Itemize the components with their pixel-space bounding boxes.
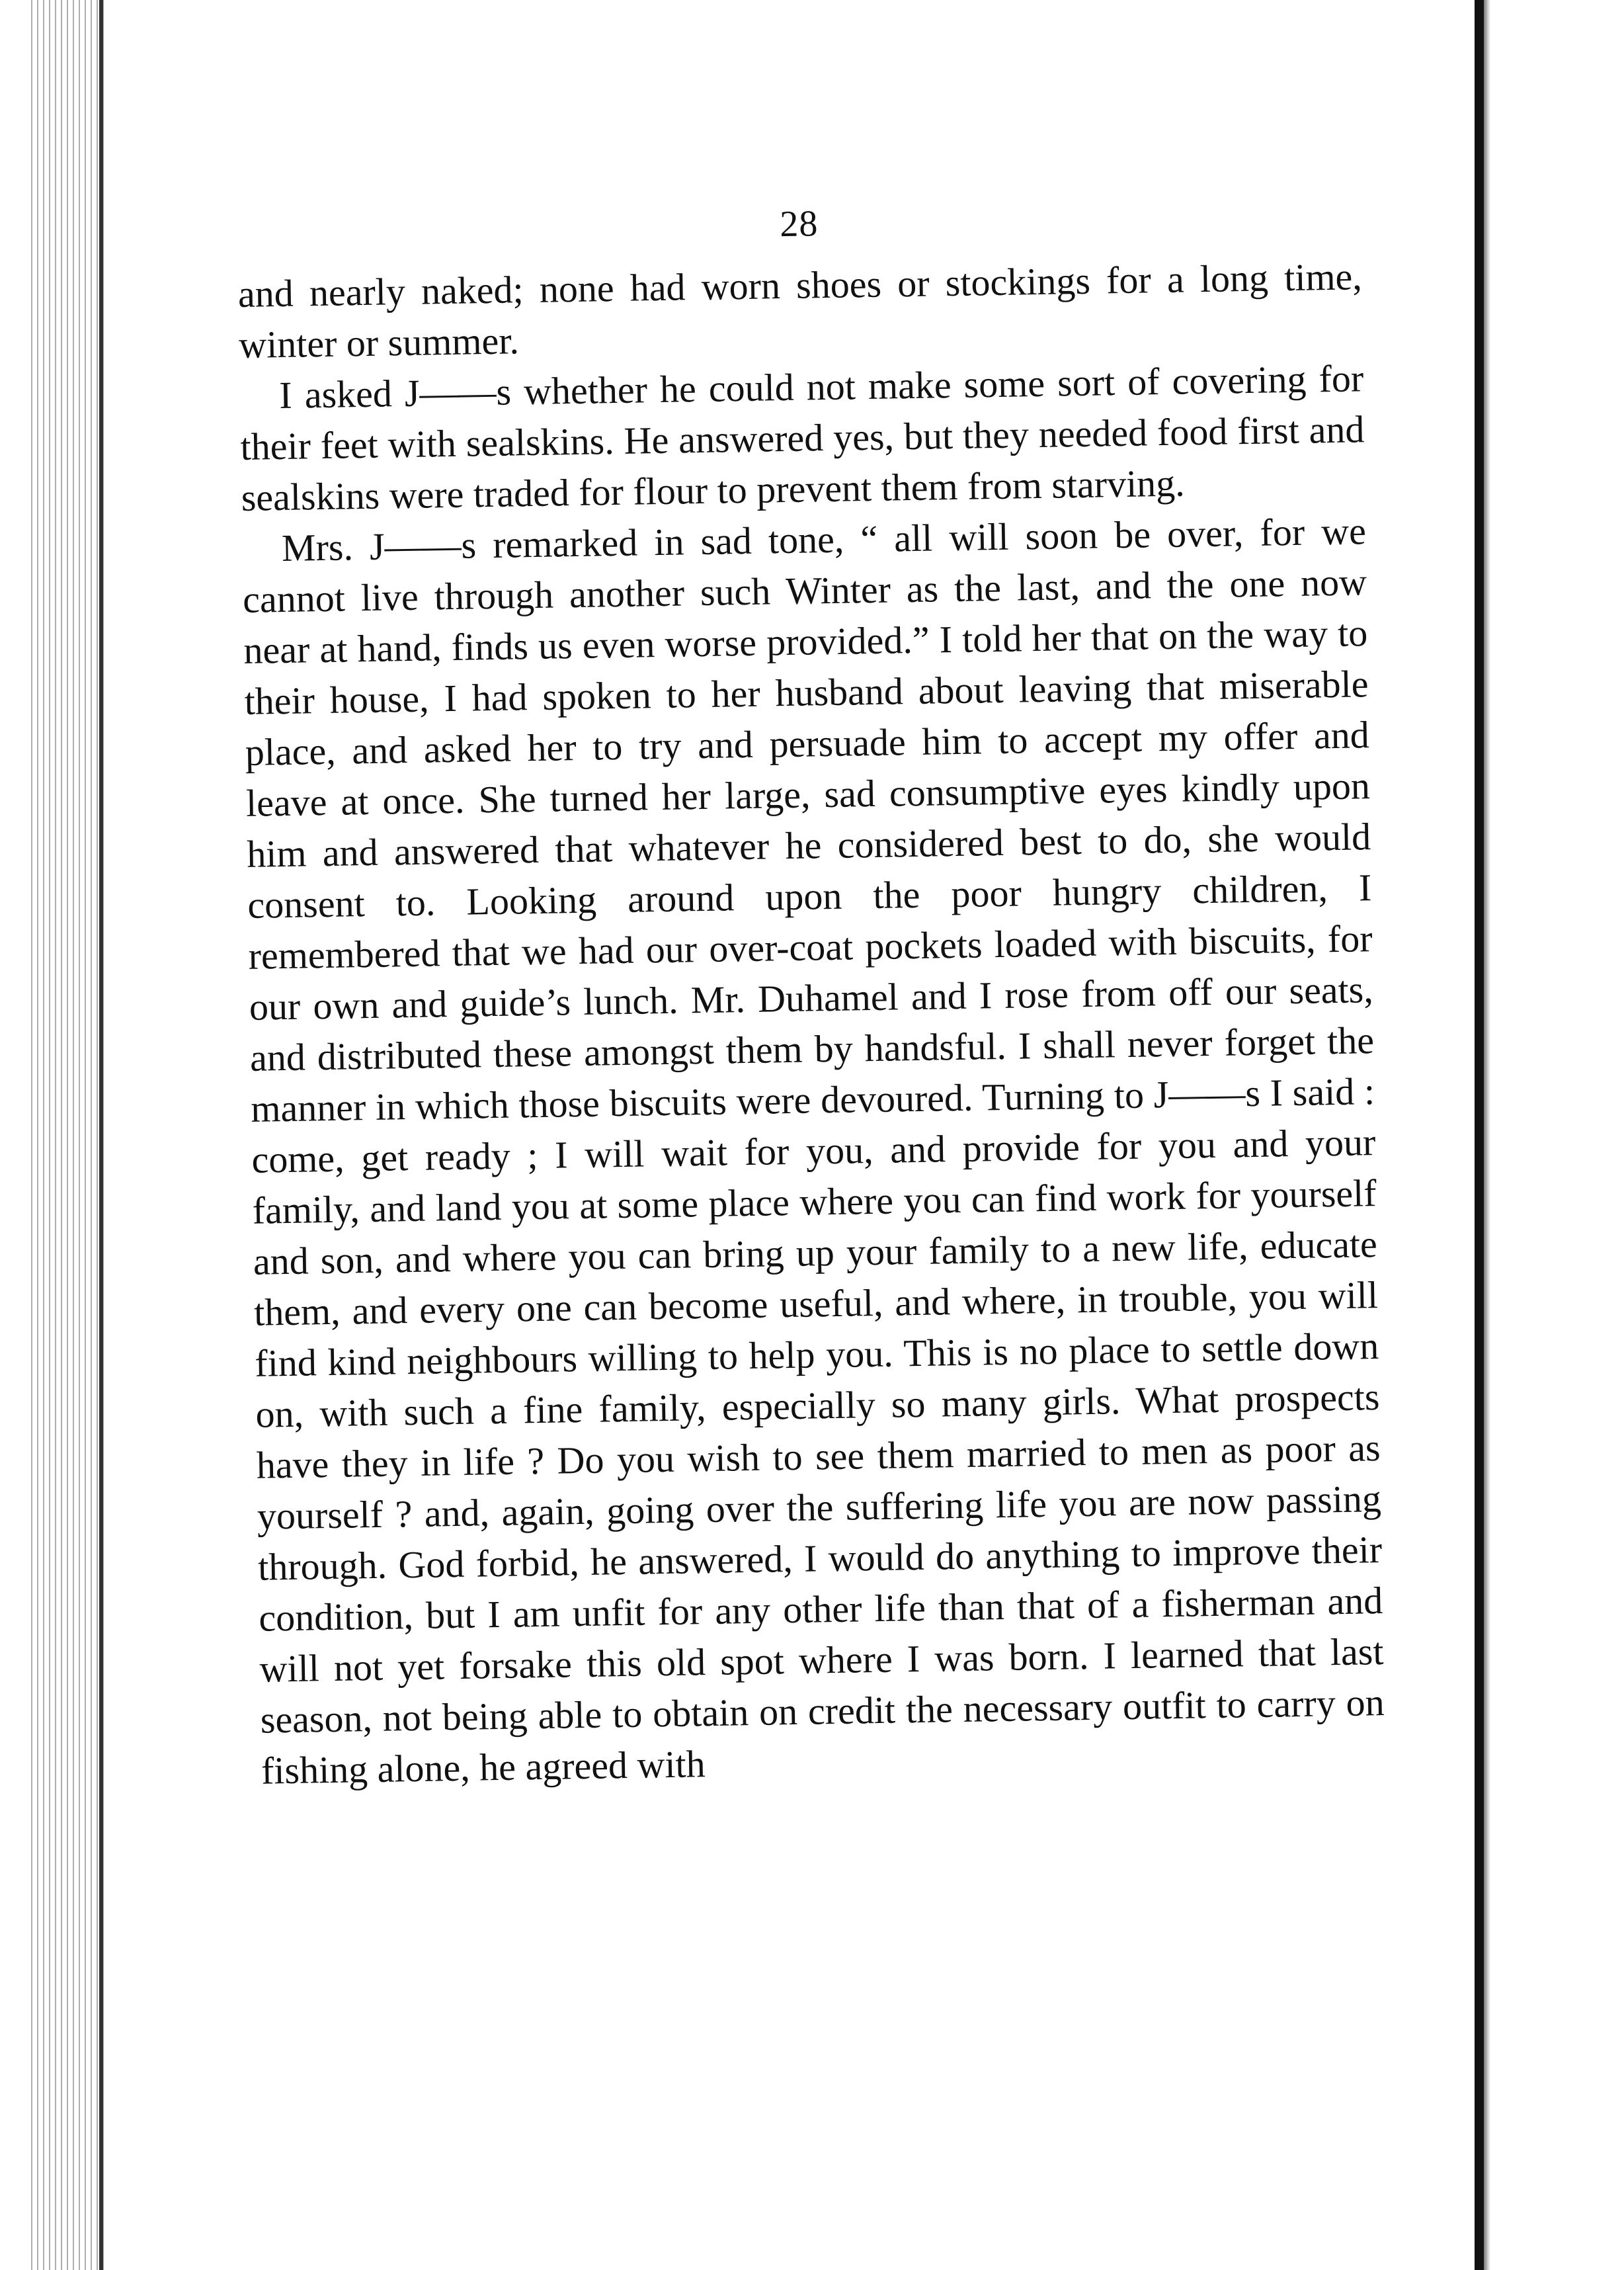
page-spine-shadow	[1484, 0, 1490, 2270]
paragraph-1: and nearly naked; none had worn shoes or stockings for a long time, winter or summer.	[237, 255, 1363, 366]
page-content	[237, 194, 1385, 1796]
page-number: 28	[779, 203, 819, 245]
page-spine-right	[1475, 0, 1484, 2270]
paragraph-2: I asked J——s whether he could not make some sort of covering for their feet with sealskins. He answered yes, but they needed food first and sealskins were traded for flour to prevent them from starving.	[240, 357, 1365, 519]
body-text	[237, 251, 1385, 1796]
page-edge-left	[26, 0, 106, 2270]
paragraph-3: Mrs. J——s remarked in sad tone, “ all will soon be over, for we cannot live through another such Winter as the last, and the one now near at hand, finds us even worse provided.” I told her that on the way to their house, I had spoken to her husband about leaving that miserable place, and asked her to try and persuade him to accept my offer and leave at once. She turned her large, sad consumptive eyes kindly upon him and answered that whatever he considered best to do, she would consent to. Looking around upon the poor hungry children, I remembered that we had our over-coat pockets loaded with biscuits, for our own and guide’s lunch. Mr. Duhamel and I rose from off our seats, and distributed these amongst them by handsful. I shall never forget the manner in which those biscuits were devoured. Turning to J——s I said : come, get ready ; I will wait for you, and provide for you and your family, and land you at some place where you can find work for yourself and son, and where you can bring up your family to a new life, educate them, and every one can become useful, and where, in trouble, you will find kind neighbours willing to help you. This is no place to settle down on, with such a fine family, especially so many girls. What prospects have they in life ? Do you wish to see them married to men as poor as yourself ? and, again, going over the suffering life you are now passing through. God forbid, he answered, I would do anything to improve their condition, but I am unfit for any other life than that of a fisherman and will not yet forsake this old spot where I was born. I learned that last season, not being able to obtain on credit the necessary outfit to carry on fishing alone, he agreed with	[242, 509, 1385, 1792]
page-edge-left-line	[99, 0, 103, 2270]
